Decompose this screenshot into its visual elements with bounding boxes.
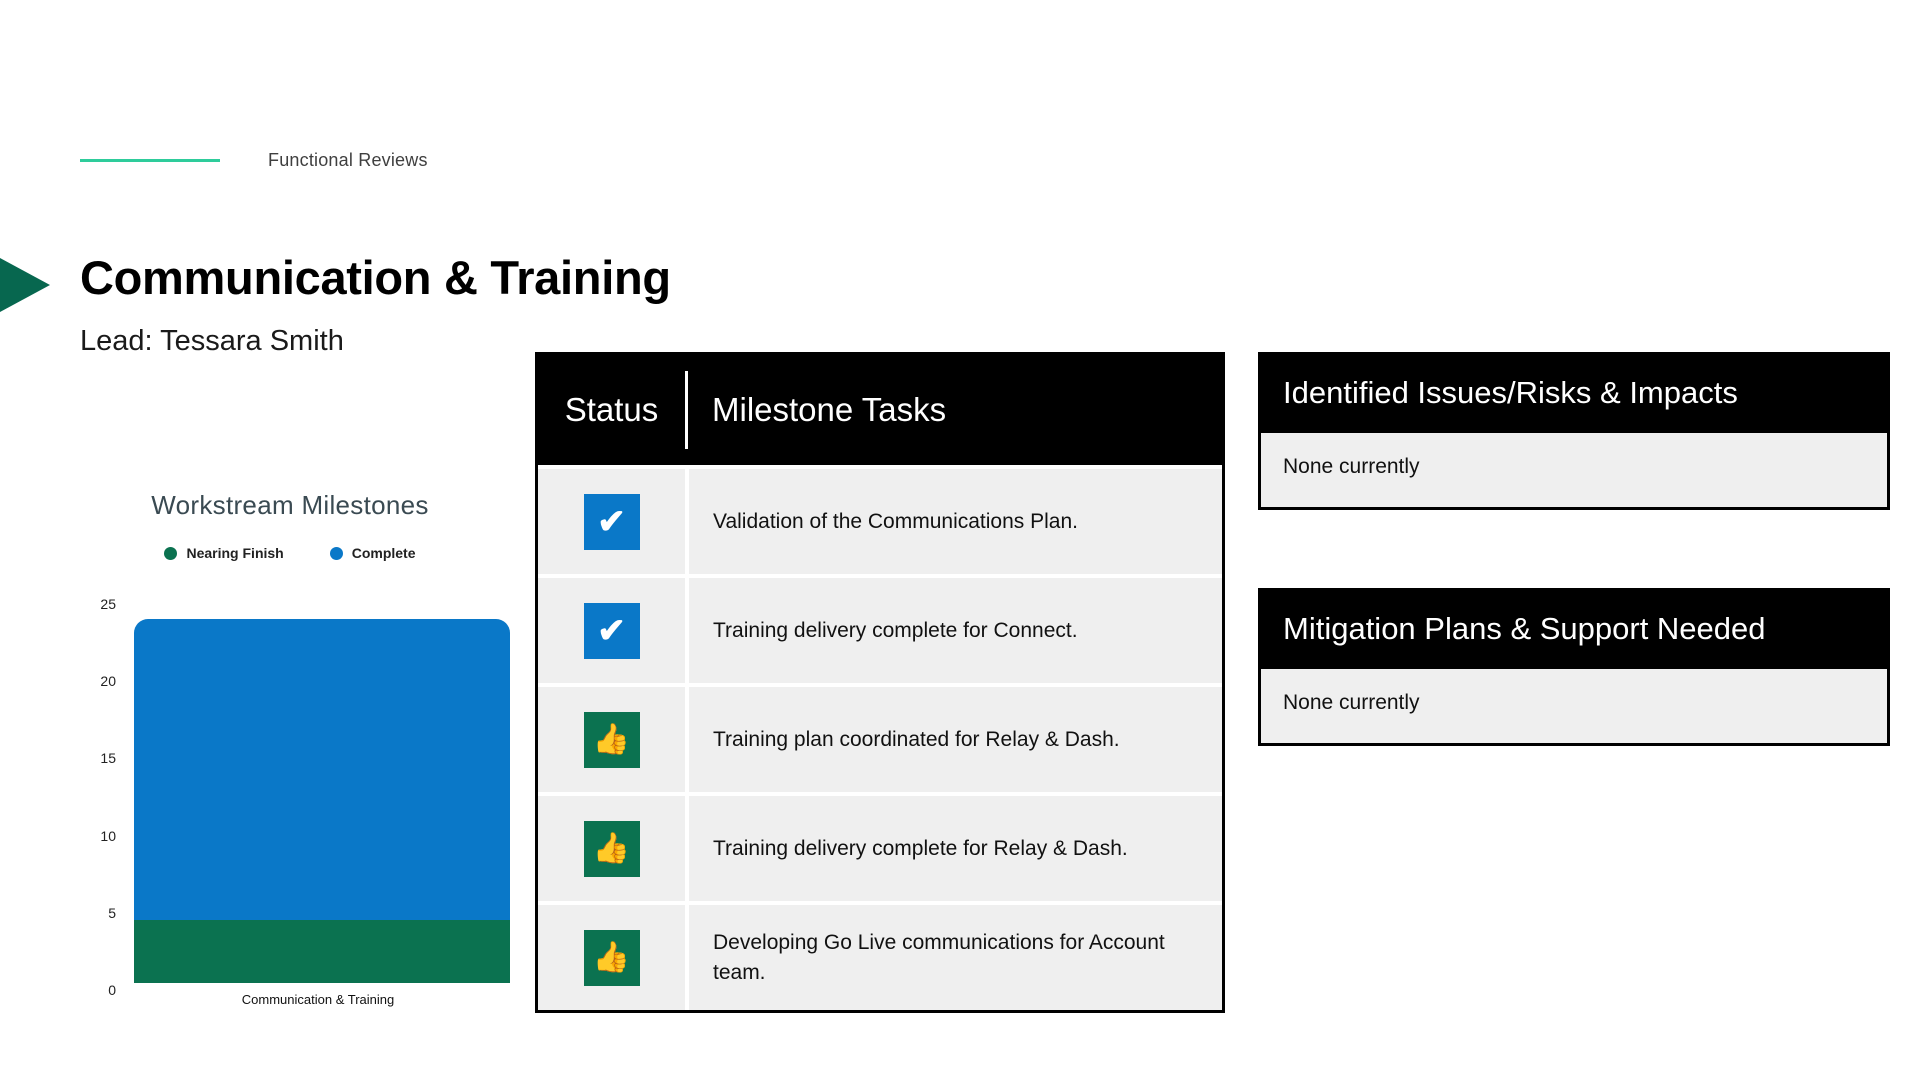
x-axis-label: Communication & Training — [241, 992, 395, 1007]
chart-title: Workstream Milestones — [151, 490, 429, 520]
table-row — [538, 574, 1222, 683]
task-cell: Training delivery complete for Relay & Dash. — [713, 836, 1128, 860]
check-icon: ✔ — [584, 494, 640, 550]
bar-segment-nearing-finish — [134, 920, 510, 983]
legend-dot-icon — [330, 547, 343, 560]
legend-label: Nearing Finish — [186, 545, 284, 561]
column-header-status: Status — [564, 391, 659, 428]
y-tick: 25 — [100, 595, 116, 612]
status-cell — [538, 796, 685, 901]
status-cell — [538, 578, 685, 683]
kicker — [80, 150, 428, 171]
task-cell: Training plan coordinated for Relay & Dash. — [713, 727, 1120, 751]
chart-plot — [80, 587, 520, 1007]
table-row — [538, 792, 1222, 901]
legend-item-nearing-finish — [164, 545, 283, 561]
column-header-task: Milestone Tasks — [712, 391, 947, 428]
bar-stack-communication-training — [134, 619, 510, 983]
bar-segment-complete — [134, 619, 510, 920]
table-row — [538, 465, 1222, 574]
milestone-tasks-table — [535, 352, 1225, 1013]
thumbs-up-icon: 👍 — [584, 712, 640, 768]
y-tick: 20 — [100, 673, 116, 690]
legend-label: Complete — [351, 545, 416, 561]
mitigation-plans-box — [1258, 588, 1890, 746]
workstream-milestones-chart — [60, 490, 520, 1070]
lead-label: Lead: Tessara Smith — [80, 325, 344, 357]
risks-title: Identified Issues/Risks & Impacts — [1261, 355, 1887, 433]
plot-area — [126, 587, 510, 983]
task-cell: Validation of the Communications Plan. — [713, 509, 1078, 533]
kicker-rule — [80, 159, 220, 162]
mitigation-body: None currently — [1283, 691, 1420, 714]
legend-dot-icon — [164, 547, 177, 560]
mitigation-title: Mitigation Plans & Support Needed — [1261, 591, 1887, 669]
task-cell: Developing Go Live communications for Account team. — [713, 930, 1165, 984]
risks-body: None currently — [1283, 455, 1420, 478]
chart-legend — [60, 545, 520, 561]
status-cell — [538, 687, 685, 792]
thumbs-up-icon: 👍 — [584, 821, 640, 877]
table-row — [538, 901, 1222, 1010]
y-tick: 10 — [100, 827, 116, 844]
status-cell — [538, 469, 685, 574]
thumbs-up-icon: 👍 — [584, 930, 640, 986]
check-icon: ✔ — [584, 603, 640, 659]
page-title: Communication & Training — [80, 251, 671, 304]
kicker-label: Functional Reviews — [268, 150, 428, 170]
legend-item-complete — [330, 545, 416, 561]
task-cell: Training delivery complete for Connect. — [713, 618, 1078, 642]
y-axis — [80, 587, 126, 1007]
y-tick: 5 — [108, 904, 116, 921]
table-row — [538, 683, 1222, 792]
identified-issues-risks-box — [1258, 352, 1890, 510]
table-header-row — [538, 355, 1222, 465]
y-tick: 0 — [108, 982, 116, 999]
title-arrow-icon — [0, 258, 50, 312]
y-tick: 15 — [100, 750, 116, 767]
status-cell — [538, 905, 685, 1010]
